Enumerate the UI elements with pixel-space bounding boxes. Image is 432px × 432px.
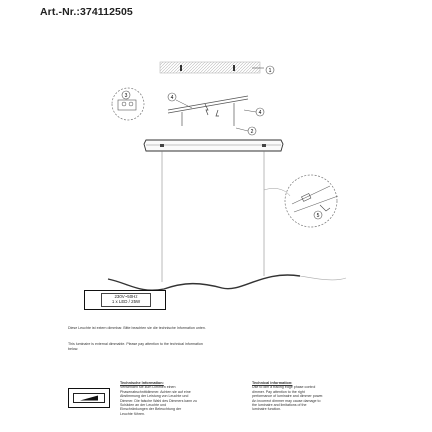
dimmable-note-german: Diese Leuchte ist extern dimmbar. Bitte beachten sie die technische Information unten. xyxy=(68,326,206,330)
technical-info-english-line: An incorrect dimmer may cause damage to xyxy=(252,398,321,403)
svg-text:4: 4 xyxy=(170,95,174,101)
technical-info-german-line: Verwenden sie zum Dimmen einen xyxy=(120,385,176,390)
technical-info-english-line: luminaire function. xyxy=(252,407,282,412)
technical-info-german-line: Einschränkungen der Beleuchtung der xyxy=(120,407,182,412)
ceiling-screw xyxy=(233,65,235,71)
technical-info-english-title: Technical information: xyxy=(252,381,293,385)
mounting-bracket xyxy=(168,96,248,113)
callout-2 xyxy=(236,127,256,135)
technical-info-german-line: Leuchte führen. xyxy=(120,411,145,416)
technical-info-german-line: Dimmer. Die falsche Wahl des Dimmers kann zu xyxy=(120,398,197,403)
spec-label xyxy=(84,290,166,310)
svg-text:4: 4 xyxy=(258,110,262,116)
svg-text:3: 3 xyxy=(124,93,128,99)
svg-text:1: 1 xyxy=(268,68,272,74)
callout-1 xyxy=(266,66,274,74)
technical-info-english-line: the luminaire and limitations of the xyxy=(252,403,307,408)
dimmable-note-english-cont: below. xyxy=(68,347,79,351)
dimmable-note-english: This luminaire is external dimmable. Please pay attention to the technical information xyxy=(68,342,203,346)
technical-info-german-line: Phasenabschnittdimmer. Achten sie auf eine xyxy=(120,389,191,394)
technical-info-german-line: Abstimmung der Leistung von Leuchte und xyxy=(120,394,189,399)
callout-3 xyxy=(122,91,130,99)
svg-text:5: 5 xyxy=(316,213,320,219)
callout-4-right xyxy=(244,108,264,116)
dimmable-symbol xyxy=(68,388,110,408)
technical-info-english-line: Use to dim a trailing edge phase control xyxy=(252,385,316,390)
ceiling-plate xyxy=(160,62,260,73)
svg-text:2: 2 xyxy=(250,129,254,135)
ceiling-screw xyxy=(180,65,182,71)
article-number: Art.-Nr.:374112505 xyxy=(40,6,133,18)
dimmable-label xyxy=(73,393,103,401)
callout-5 xyxy=(314,211,322,219)
technical-info-german xyxy=(120,381,197,416)
technical-info-english-line: performance of luminaire and dimmer power. xyxy=(252,394,324,399)
wavy-lamp-body xyxy=(108,275,300,290)
callout-4-left xyxy=(168,93,192,108)
technical-info-german-title: Technische Information: xyxy=(120,381,164,385)
detail-view-5 xyxy=(285,175,337,227)
spec-voltage: 230V~50Hz xyxy=(114,294,138,299)
technical-info-english xyxy=(252,381,323,412)
technical-info-english-line: dimmer. Pay attention to the right xyxy=(252,389,305,394)
technical-info-german-line: Schäden an der Leuchte und xyxy=(120,403,167,408)
spec-led: 1 x LED / 25W xyxy=(111,299,141,305)
